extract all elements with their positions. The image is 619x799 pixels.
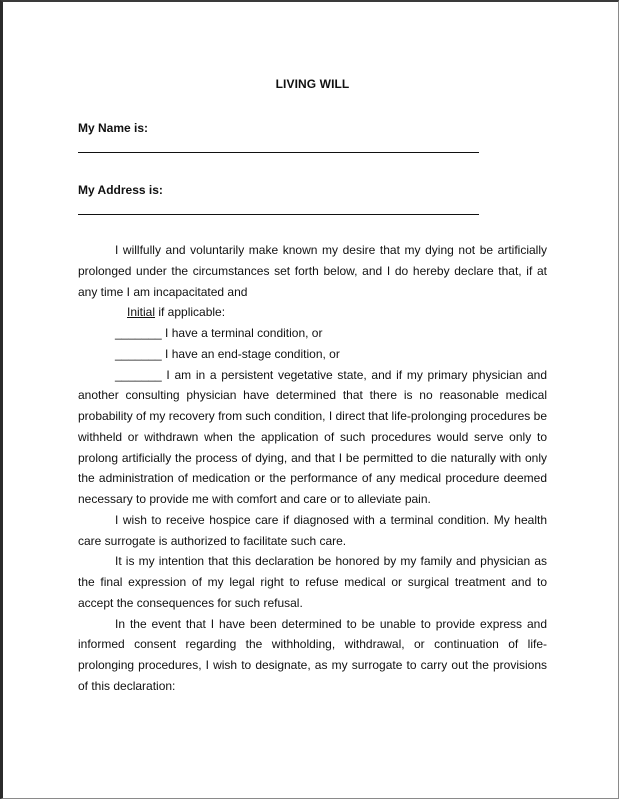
address-signature-line[interactable] (78, 214, 479, 215)
name-label: My Name is: (78, 121, 149, 135)
intention-paragraph: It is my intention that this declaration be honored by my family and physician as the final expression of my legal right to refuse medical or surgical treatment and to accept the consequences for such refusal. (78, 554, 547, 610)
hospice-paragraph: I wish to receive hospice care if diagnosed with a terminal condition. My health care surrogate is authorized to facilitate such care. (78, 512, 547, 548)
option-end-stage-condition[interactable]: _______ I have an end-stage condition, or (115, 346, 340, 361)
name-signature-line[interactable] (78, 152, 479, 153)
option-terminal-condition[interactable]: _______ I have a terminal condition, or (115, 326, 323, 340)
address-label: My Address is: (78, 183, 163, 197)
surrogate-paragraph: In the event that I have been determined to be unable to provide express and informed consent regarding the withholding, withdrawal, or continuation of life-prolonging procedures, I wish to designate, as my surrogate to carry out the provisions of this declaration: (78, 616, 547, 693)
document-title: LIVING WILL (275, 77, 350, 91)
option-persistent-vegetative-state[interactable]: _______ I am in a persistent vegetative state, and if my primary physician and another consulting physician have determined that there is no reasonable medical probability of my recovery from such condition, I direct that life-prolonging procedures be withheld or withdrawn when the application of such procedures would serve only to prolong artificially the process of dying, and that I be permitted to die naturally with only the administration of medication or the performance of any medical procedure deemed necessary to provide me with comfort and care or to alleviate pain. (78, 367, 547, 506)
initial-suffix: if applicable: (155, 305, 226, 320)
initial-word: Initial (127, 305, 156, 320)
intro-paragraph: I willfully and voluntarily make known my desire that my dying not be artificially prolonged under the circumstances set forth below, and I do hereby declare that, if at any time I am incapacitated and (78, 243, 547, 299)
document-body (78, 240, 547, 697)
initial-instruction (78, 302, 547, 323)
